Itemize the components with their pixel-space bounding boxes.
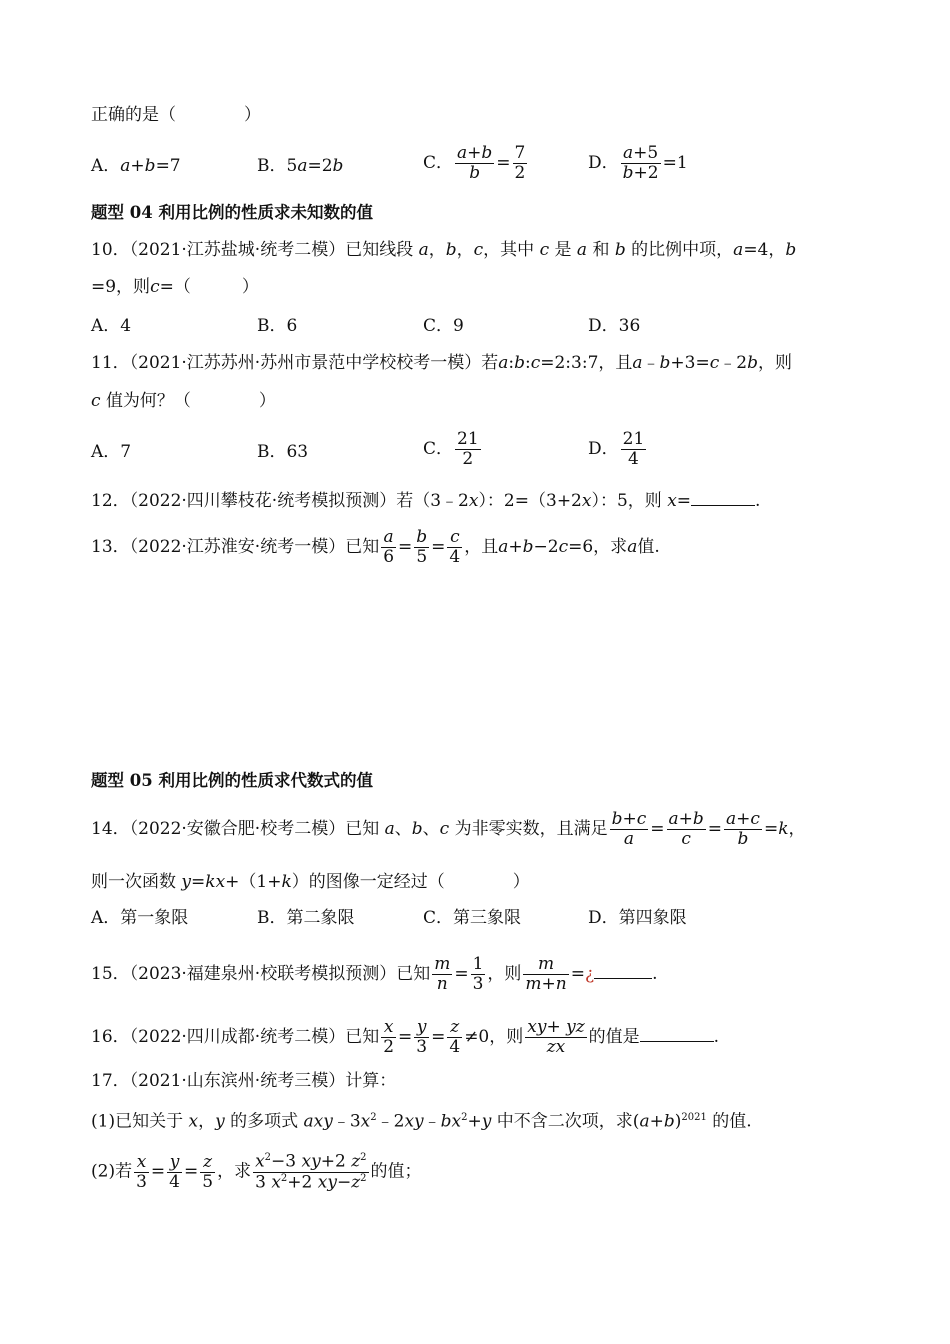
- q16: 16．（2022·四川成都·统考二模）已知 $\frac{x}{2}$ = $\frac{y}{3}$ = $\frac{z}{4}$ ≠0，则 $\frac{xy+ yz}{zx}$ 的值是 .: [91, 1017, 720, 1057]
- q10-line2: =9，则c=（ ）: [91, 277, 259, 297]
- option-d: D． $\frac{a+5}{b+2}$ =1: [588, 143, 688, 183]
- option-c: C．9: [423, 316, 464, 336]
- q17-part1: (1)已知关于 x，y 的多项式 $axy﹣3x^2﹣2xy﹣bx^2+y$ 中不含二次项，求$(a+b)^{2021}$ 的值.: [91, 1111, 752, 1132]
- section-heading-05: 题型 05 利用比例的性质求代数式的值: [91, 771, 373, 790]
- option-a: A．a+b=7: [91, 156, 181, 176]
- q9-stem-tail: 正确的是（ ）: [91, 105, 261, 125]
- q10-options: [91, 314, 870, 338]
- option-a: A．4: [91, 316, 132, 336]
- option-b: B．6: [257, 316, 298, 336]
- option-b: B．63: [257, 442, 309, 462]
- option-d: D．36: [588, 316, 641, 336]
- q17-line1: 17．（2021·山东滨州·统考三模）计算：: [91, 1071, 397, 1091]
- q11-options: [91, 429, 870, 470]
- q11-line2: c 值为何？（ ）: [91, 391, 276, 411]
- option-b: B．第二象限: [257, 908, 355, 928]
- option-d: D．第四象限: [588, 908, 687, 928]
- option-a: A．7: [91, 442, 132, 462]
- q10-line1: 10．（2021·江苏盐城·统考二模）已知线段 a，b，c，其中 c 是 a 和 b 的比例中项，a=4，b: [91, 240, 797, 260]
- q11-line1: 11．（2021·江苏苏州·苏州市景范中学校校考一模）若a:b:c=2:3:7，且a﹣b+3=c﹣2b，则: [91, 353, 792, 373]
- q9-options: [91, 143, 870, 186]
- option-d: D． $\frac{21}{4}$: [588, 429, 645, 469]
- option-b: B．5a=2b: [257, 156, 344, 176]
- q13: 13．（2022·江苏淮安·统考一模）已知 $\frac{a}{6}$ = $\frac{b}{5}$ = $\frac{c}{4}$ ，且a+b−2c=6，求a值.: [91, 527, 660, 567]
- q15: 15．（2023·福建泉州·校联考模拟预测）已知 $\frac{m}{n}$ = $\frac{1}{3}$ ，则 $\frac{m}{m+n}$ =¿ .: [91, 954, 658, 994]
- option-c: C．第三象限: [423, 908, 522, 928]
- section-heading-04: 题型 04 利用比例的性质求未知数的值: [91, 203, 373, 222]
- option-c: C． $\frac{21}{2}$: [423, 429, 479, 469]
- q14-line2: 则一次函数 y=kx+（1+k）的图像一定经过（ ）: [91, 872, 530, 892]
- q14-line1: 14．（2022·安徽合肥·校考二模）已知 a、b、c 为非零实数，且满足 $\frac{b+c}{a}$ = $\frac{a+b}{c}$ = $\frac{a+c}{b}$ =k，: [91, 809, 806, 849]
- option-c: C． $\frac{a+b}{b}$ = $\frac{7}{2}$: [423, 143, 526, 183]
- q12: 12．（2022·四川攀枝花·统考模拟预测）若（3﹣2x）：2=（3+2x）：5，则 x= .: [91, 491, 761, 511]
- q17-part2: (2)若 $\frac{x}{3}$ = $\frac{y}{4}$ = $\frac{z}{5}$ ，求 $\frac{x^2-3 xy+2 z^2}{3 x^2+2 xy-z^2}$ 的值；: [91, 1151, 422, 1193]
- q14-options: [91, 906, 870, 930]
- option-a: A．第一象限: [91, 908, 189, 928]
